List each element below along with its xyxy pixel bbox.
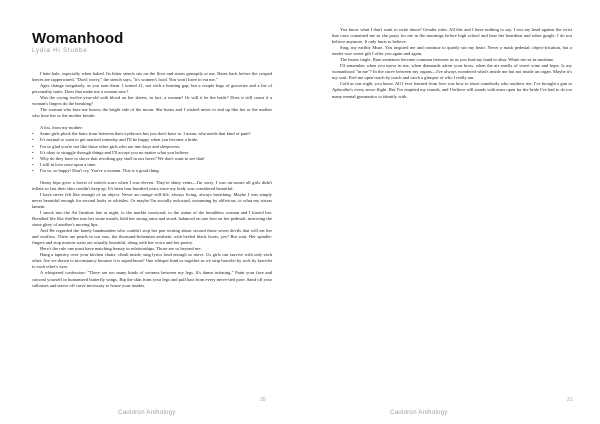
running-footer: Cauldron Anthology [390, 409, 448, 416]
paragraph: You know what I don't want to write about? Gender roles. All this and I have nothing to say. I rest my head against the wrist that once contained me as she prays for me in the mornings before high school and hear her heartbeat and tubes gurgle. I do not believe anymore. It only hurts to believe. [332, 27, 572, 45]
paragraph: Ages change irregularly, as you earn them. I turned 21, not with a burning gap, but a couple bags of groceries and a list of personality traits. Does that make me a woman now? [32, 83, 272, 95]
list-item: • I'm so glad you're not like those other girls who are into boys and sleepovers. [32, 144, 272, 150]
list-item: • Some girls pluck the hairs from between their eyebrows but you don't have to. I mean, who needs that kind of pain? [32, 131, 272, 137]
paragraph: I have never felt like enough of an object. Never an orange still-life, always living, always breathing. Maybe I was simply never beautiful enough for second looks or whistles. Or maybe I'm socially awkward, swimming by oblivious, to what my sisters lament. [32, 191, 272, 209]
paragraph: Here's the rule one must have matching beauty in relationships. Those are so beyond me. [40, 246, 202, 252]
paragraph: Sing, my earthly Muse. You inspired me and continue to quietly stir my heart. Never a mask pedestal: object-ification, but a tender rose sweet gift I offer you again and again. [332, 45, 572, 57]
paragraph: I hate kale, especially when baked. Its bitter stench sits on the floor and stares grumpily at me. Hates back before the crisped leaves are tapperwared. "Don't worry," the stench says, "it's women's food. You won't have to eat me." [32, 71, 272, 83]
paragraph: Onmy hips grew a forest of stretch scars when I was eleven. They're shiny veins—I'm sorry. I was un-aware all girls didn't inflate so fast their skin couldn't keep up. It's been four hundred years since my body was considered beautiful. [32, 179, 272, 191]
list-item: • I still in love once upon a time. [32, 162, 272, 168]
paragraph: The hearts tingle. Rare sentences become common between us as you lead my hand to altar. White iris-es in sunshine. [340, 57, 555, 63]
paragraph: And He regarded the lonely handmaiden who couldn't stop her pen writing about second those seven devils that will eat her and swallow. There are pearls in our ears, the thousand-bohemian aesthetic with heeled black boots, yes? But wait. Her spindle-fingers and stop motion waist are actually beautiful, along with her voice and her poetry. [32, 228, 272, 246]
running-footer: Cauldron Anthology [118, 409, 176, 416]
mother-list [32, 131, 272, 173]
paragraph: The woman who bore me knows the bright side of the moon. She burns and I wished never to end up like her or the mother who bore her or the mother beside. [32, 107, 272, 119]
paragraph: Was the crying twelve-year-old with blood on her sheets, in fact, a woman? Or will it be the bride? Does it still count if a woman's fingers do the breaking? [32, 95, 272, 107]
list-intro: A list, from my mother: [40, 125, 84, 131]
list-item: • It's okay to struggle through things and I'll accept you no matter what you believe. [32, 150, 272, 156]
page-number: 20 [260, 397, 266, 403]
paragraph: Cold as war night, you know. All I ever learned from love was how to shoot somebody who outdrew me. I've brought a gun to Aphrodite's every snow-flight. But I've emptied my rounds, and I believe still stands with arms open for the bride I've had to do too many mental gymnastics to identify with. [332, 81, 572, 99]
list-item: • It's normal to want to get married someday and I'll be happy when you become a bride. [32, 137, 272, 143]
list-item: • I'm so, so happy! Don't cry. You're a woman. This is a good thing. [32, 168, 272, 174]
author-name: Lydia Hi Stubbe [32, 47, 88, 54]
page-number: 21 [567, 397, 573, 403]
list-item: • Why do they have to shove that revolting gay stuff in our faces? We don't want to see that! [32, 156, 272, 162]
left-page-body [32, 71, 272, 289]
paragraph: I snuck into the Art Institute late at night, to the marble courtyard, to the statue of the breathless woman and I kissed her. Breathed life like fireflies into her stone mouth, held her strong arms and stood, balanced on one foot on her pedestal, mirroring the stone glory of another's moving lips. [32, 209, 272, 228]
paragraph: I'll remember when you move in me, when diamonds adorn your brow, when the air smells of sweet wine and hope. Is my womanhood "in me"? In the curve between my organs—I've always wondered what's inside me but not inside an organ. Maybe it's my soul. Feel me open touch by touch and catch a glimpse of who I really am. [332, 63, 572, 81]
paragraph: A whispered confession: "There are too many kinds of wetness between my legs. It's damn irritating." Paint your face and conceal yourself in humanized butterfly wings. Rip the skin from your legs and pull hair from every nerve-tied pore. Sand off your callouses and starve off carve necessary to house your insides. [32, 270, 272, 288]
right-page-text [332, 27, 572, 100]
story-title: Womanhood [32, 30, 124, 47]
paragraph: Hang a tapestry over your kitchen chairs, climb inside, sing lyrics loud enough so move. Us girls can survive with only each other. Are we drawn to inconstancy because it is superfluous? One whisper bind us together as we strip bracelet by rock by bracelet to each other's eyes. [32, 252, 272, 270]
